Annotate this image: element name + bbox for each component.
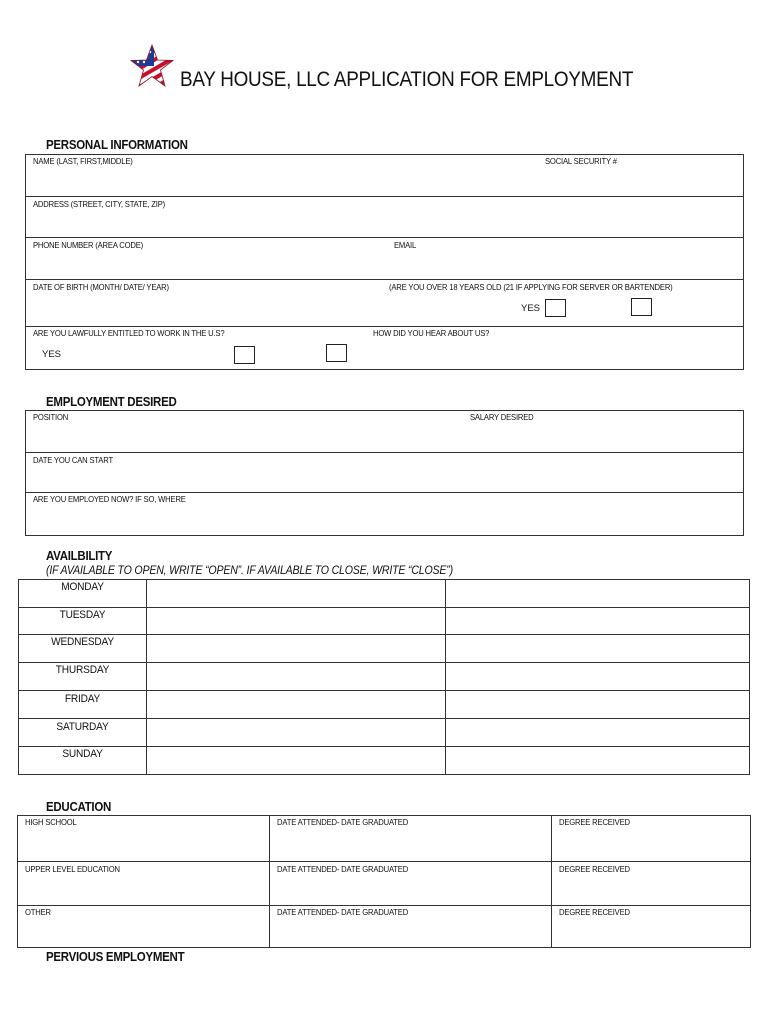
divider — [25, 237, 744, 238]
address-field-label[interactable]: ADDRESS (STREET, CITY, STATE, ZIP) — [33, 199, 166, 209]
other-education-degree-label[interactable]: DEGREE RECEIVED — [559, 907, 630, 917]
high-school-dates-label[interactable]: DATE ATTENDED- DATE GRADUATED — [277, 817, 409, 827]
work-auth-no-checkbox[interactable] — [326, 344, 347, 362]
row-divider — [18, 634, 750, 635]
referral-field-label[interactable]: HOW DID YOU HEAR ABOUT US? — [373, 328, 490, 338]
page-title: BAY HOUSE, LLC APPLICATION FOR EMPLOYMENT — [180, 68, 634, 91]
upper-education-degree-label[interactable]: DEGREE RECEIVED — [559, 864, 630, 874]
row-divider — [17, 861, 751, 862]
high-school-field-label[interactable]: HIGH SCHOOL — [25, 817, 77, 827]
availability-instruction: (IF AVAILABLE TO OPEN, WRITE “OPEN”. IF AVAILABLE TO CLOSE, WRITE “CLOSE”) — [46, 565, 453, 577]
salary-field-label[interactable]: SALARY DESIRED — [470, 412, 534, 422]
day-tuesday: TUESDAY — [59, 609, 106, 621]
phone-field-label[interactable]: PHONE NUMBER (AREA CODE) — [33, 240, 144, 250]
name-field-label[interactable]: NAME (LAST, FIRST,MIDDLE) — [33, 156, 133, 166]
employment-desired-box — [25, 410, 744, 536]
age-question-label: (ARE YOU OVER 18 YEARS OLD (21 IF APPLYING FOR SERVER OR BARTENDER) — [389, 282, 673, 292]
upper-education-field-label[interactable]: UPPER LEVEL EDUCATION — [25, 864, 120, 874]
row-divider — [17, 905, 751, 906]
row-divider — [18, 746, 750, 747]
header — [130, 44, 650, 94]
availability-heading: AVAILBILITY — [46, 549, 113, 563]
work-auth-yes-label: YES — [42, 349, 62, 360]
ssn-field-label[interactable]: SOCIAL SECURITY # — [545, 156, 617, 166]
age-yes-label: YES — [521, 303, 541, 314]
row-divider — [18, 690, 750, 691]
divider — [25, 492, 744, 493]
day-thursday: THURSDAY — [55, 664, 110, 676]
position-field-label[interactable]: POSITION — [33, 412, 69, 422]
age-no-checkbox[interactable] — [631, 298, 652, 316]
personal-information-heading: PERSONAL INFORMATION — [46, 138, 188, 152]
work-auth-yes-checkbox[interactable] — [234, 346, 255, 364]
row-divider — [18, 662, 750, 663]
high-school-degree-label[interactable]: DEGREE RECEIVED — [559, 817, 630, 827]
email-field-label[interactable]: EMAIL — [394, 240, 417, 250]
day-friday: FRIDAY — [64, 693, 101, 705]
column-divider — [269, 815, 270, 948]
divider — [25, 326, 744, 327]
employment-desired-heading: EMPLOYMENT DESIRED — [46, 395, 177, 409]
day-monday: MONDAY — [61, 581, 104, 593]
day-sunday: SUNDAY — [62, 748, 103, 760]
dob-field-label[interactable]: DATE OF BIRTH (MONTH/ DATE/ YEAR) — [33, 282, 169, 292]
other-education-field-label[interactable]: OTHER — [25, 907, 51, 917]
other-education-dates-label[interactable]: DATE ATTENDED- DATE GRADUATED — [277, 907, 409, 917]
divider — [25, 279, 744, 280]
row-divider — [18, 607, 750, 608]
start-date-field-label[interactable]: DATE YOU CAN START — [33, 455, 113, 465]
previous-employment-heading: PERVIOUS EMPLOYMENT — [46, 950, 185, 964]
day-wednesday: WEDNESDAY — [51, 636, 114, 648]
divider — [25, 196, 744, 197]
row-divider — [18, 718, 750, 719]
work-authorization-label: ARE YOU LAWFULLY ENTITLED TO WORK IN THE U.S? — [33, 328, 225, 338]
education-heading: EDUCATION — [46, 800, 112, 814]
education-table — [17, 815, 751, 948]
upper-education-dates-label[interactable]: DATE ATTENDED- DATE GRADUATED — [277, 864, 409, 874]
age-yes-checkbox[interactable] — [545, 299, 566, 317]
star-flag-icon — [130, 44, 174, 90]
day-saturday: SATURDAY — [56, 721, 109, 733]
divider — [25, 452, 744, 453]
column-divider — [551, 815, 552, 948]
current-employer-field-label[interactable]: ARE YOU EMPLOYED NOW? IF SO, WHERE — [33, 494, 186, 504]
